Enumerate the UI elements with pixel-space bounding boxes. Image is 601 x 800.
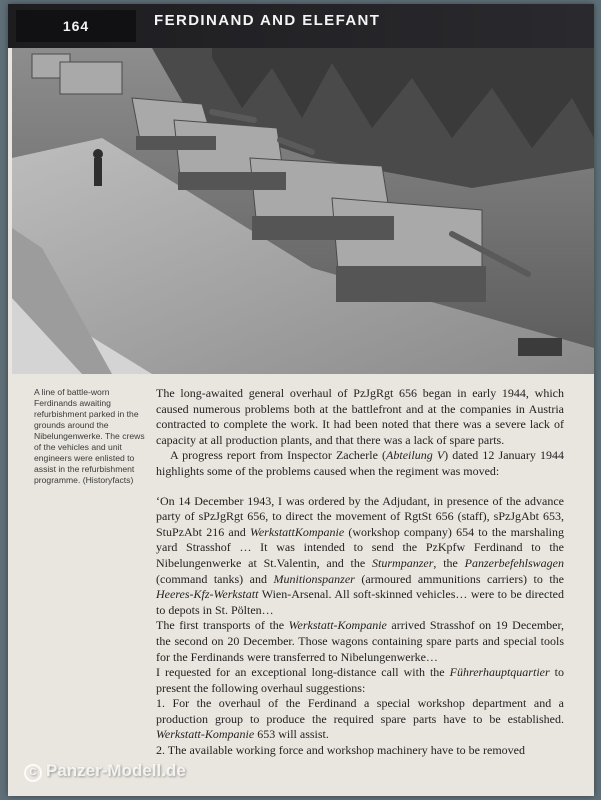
- italic-text: Werkstatt-Kompanie: [288, 618, 387, 633]
- quote-paragraph: [156, 696, 564, 743]
- italic-text: Abteilung V: [386, 448, 445, 463]
- body-text: [156, 386, 564, 759]
- photo-caption: A line of battle-worn Ferdinands awaiting refurbishment parked in the grounds around the Nibelungenwerke. The crews of the vehicles and unit engineers were enlisted to assist in the refurbishment programme. (Historyfacts): [34, 387, 145, 485]
- watermark-text: Panzer-Modell.de: [46, 761, 186, 780]
- italic-text: Sturmpanzer: [372, 555, 434, 570]
- quote-text: (armoured ammunitions carriers) to the: [354, 571, 564, 586]
- quote-text: (command tanks) and: [156, 571, 274, 586]
- page-header: [8, 4, 594, 48]
- chapter-title: FERDINAND AND ELEFANT: [154, 12, 381, 29]
- page-number-box: [16, 10, 136, 42]
- copyright-icon: C: [24, 764, 42, 782]
- page-number: 164: [62, 18, 90, 34]
- quote-text: , the: [433, 555, 465, 570]
- paragraph-text: ) dated 12 January 1944 highlights some of the problems caused when the regiment was moved:: [156, 448, 564, 478]
- quote-text: (workshop company) 654 to the marshaling yard Strasshof … It was intended to send the PzKpfw Ferdinand to the Nibelungenwerke at St.Valentin, and the: [156, 524, 565, 570]
- tank-photo-icon: [12, 48, 594, 374]
- quote-text: I requested for an exceptional long-distance call with the: [156, 665, 450, 680]
- paragraph-text: The long-awaited general overhaul of PzJgRgt 656 began in early 1944, which caused numerous problems both at the battlefront and at the companies in Austria contracted to complete the work. It had been noted that there was a severe lack of capacity at all production plants, and that there was a lack of spare parts.: [156, 386, 564, 447]
- italic-text: Munitionspanzer: [273, 571, 355, 586]
- watermark: [24, 761, 186, 782]
- italic-text: Führerhauptquartier: [449, 665, 550, 680]
- italic-text: Panzerbefehlswagen: [464, 555, 564, 570]
- quote-text: ‘On 14 December 1943, I was ordered by the Adjudant, in presence of the advance party of sPzJgRgt 656, to direct the movement of RgtSt 656 (staff), sPzJgAbt 653, StuPzAbt 216 and: [156, 493, 564, 539]
- quote-paragraph: [156, 494, 564, 619]
- quote-paragraph: [156, 743, 564, 759]
- italic-text: WerkstattKompanie: [249, 524, 345, 539]
- quote-text: The first transports of the: [156, 618, 289, 633]
- quote-paragraph: [156, 618, 564, 665]
- quote-text: Wien-Arsenal. All soft-skinned vehicles… were to be directed to depots in St. Pölten…: [156, 587, 564, 617]
- paragraph-text: A progress report from Inspector Zacherle (: [170, 448, 387, 463]
- paragraph: [156, 386, 564, 448]
- quote-text: arrived Strasshof on 19 December, the second on 20 December. Those wagons containing spare parts and special tools for the Ferdinands were transferred to Nibelungenwerke…: [156, 618, 564, 664]
- italic-text: Heeres-Kfz-Werkstatt: [156, 587, 259, 602]
- tank-photo: [12, 48, 594, 374]
- quote-paragraph: [156, 665, 564, 696]
- quote-text: 2. The available working force and workshop machinery have to be removed: [156, 743, 525, 758]
- italic-text: Werkstatt-Kompanie: [156, 727, 255, 742]
- book-page: [8, 4, 594, 796]
- quote-text: 1. For the overhaul of the Ferdinand a special workshop department and a production group to produce the required spare parts have to be established.: [156, 696, 564, 726]
- quote-text: to present the following overhaul suggestions:: [156, 665, 564, 695]
- paragraph: [156, 448, 564, 479]
- quote-text: 653 will assist.: [254, 727, 329, 742]
